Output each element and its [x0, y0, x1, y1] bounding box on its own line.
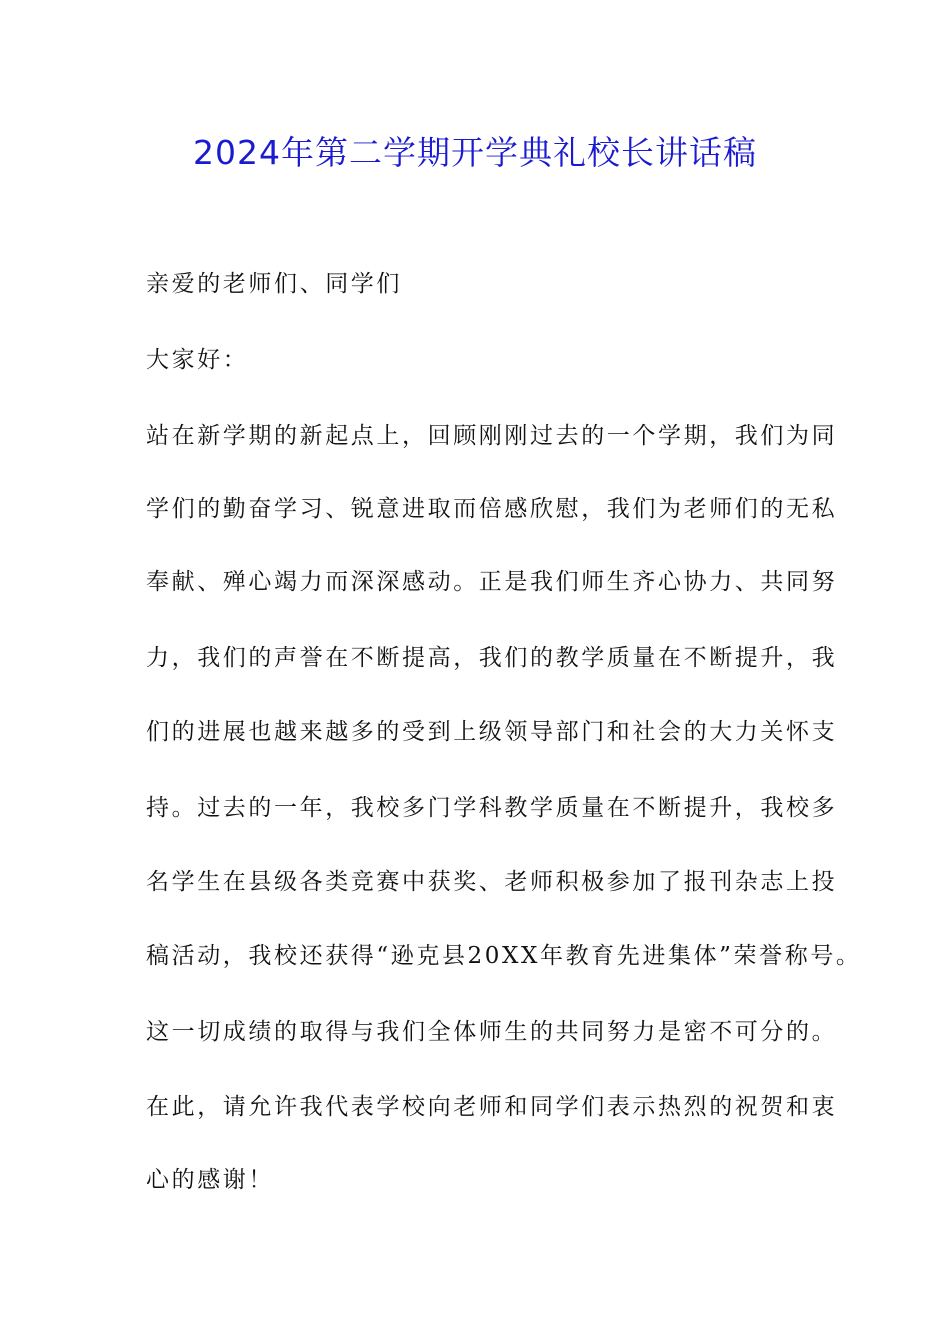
body-line: 们的进展也越来越多的受到上级领导部门和社会的大力关怀支 — [146, 719, 838, 745]
greeting-line: 大家好： — [146, 347, 249, 373]
body-line: 稿活动，我校还获得“逊克县20XX年教育先进集体”荣誉称号。 — [146, 943, 862, 969]
body-line: 站在新学期的新起点上，回顾刚刚过去的一个学期，我们为同 — [146, 423, 838, 449]
body-line: 学们的勤奋学习、锐意进取而倍感欣慰，我们为老师们的无私 — [146, 496, 838, 522]
body-line: 力，我们的声誉在不断提高，我们的教学质量在不断提升，我 — [146, 645, 838, 671]
body-line: 心的感谢！ — [146, 1167, 274, 1193]
body-line: 这一切成绩的取得与我们全体师生的共同努力是密不可分的。 — [146, 1019, 838, 1045]
document-title: 2024年第二学期开学典礼校长讲话稿 — [193, 133, 757, 172]
body-line: 持。过去的一年，我校多门学科教学质量在不断提升，我校多 — [146, 795, 838, 821]
body-line: 奉献、殚心竭力而深深感动。正是我们师生齐心协力、共同努 — [146, 569, 838, 595]
salutation-line: 亲爱的老师们、同学们 — [146, 271, 402, 297]
body-line: 在此，请允许我代表学校向老师和同学们表示热烈的祝贺和衷 — [146, 1094, 838, 1120]
body-line: 名学生在县级各类竞赛中获奖、老师积极参加了报刊杂志上投 — [146, 869, 838, 895]
